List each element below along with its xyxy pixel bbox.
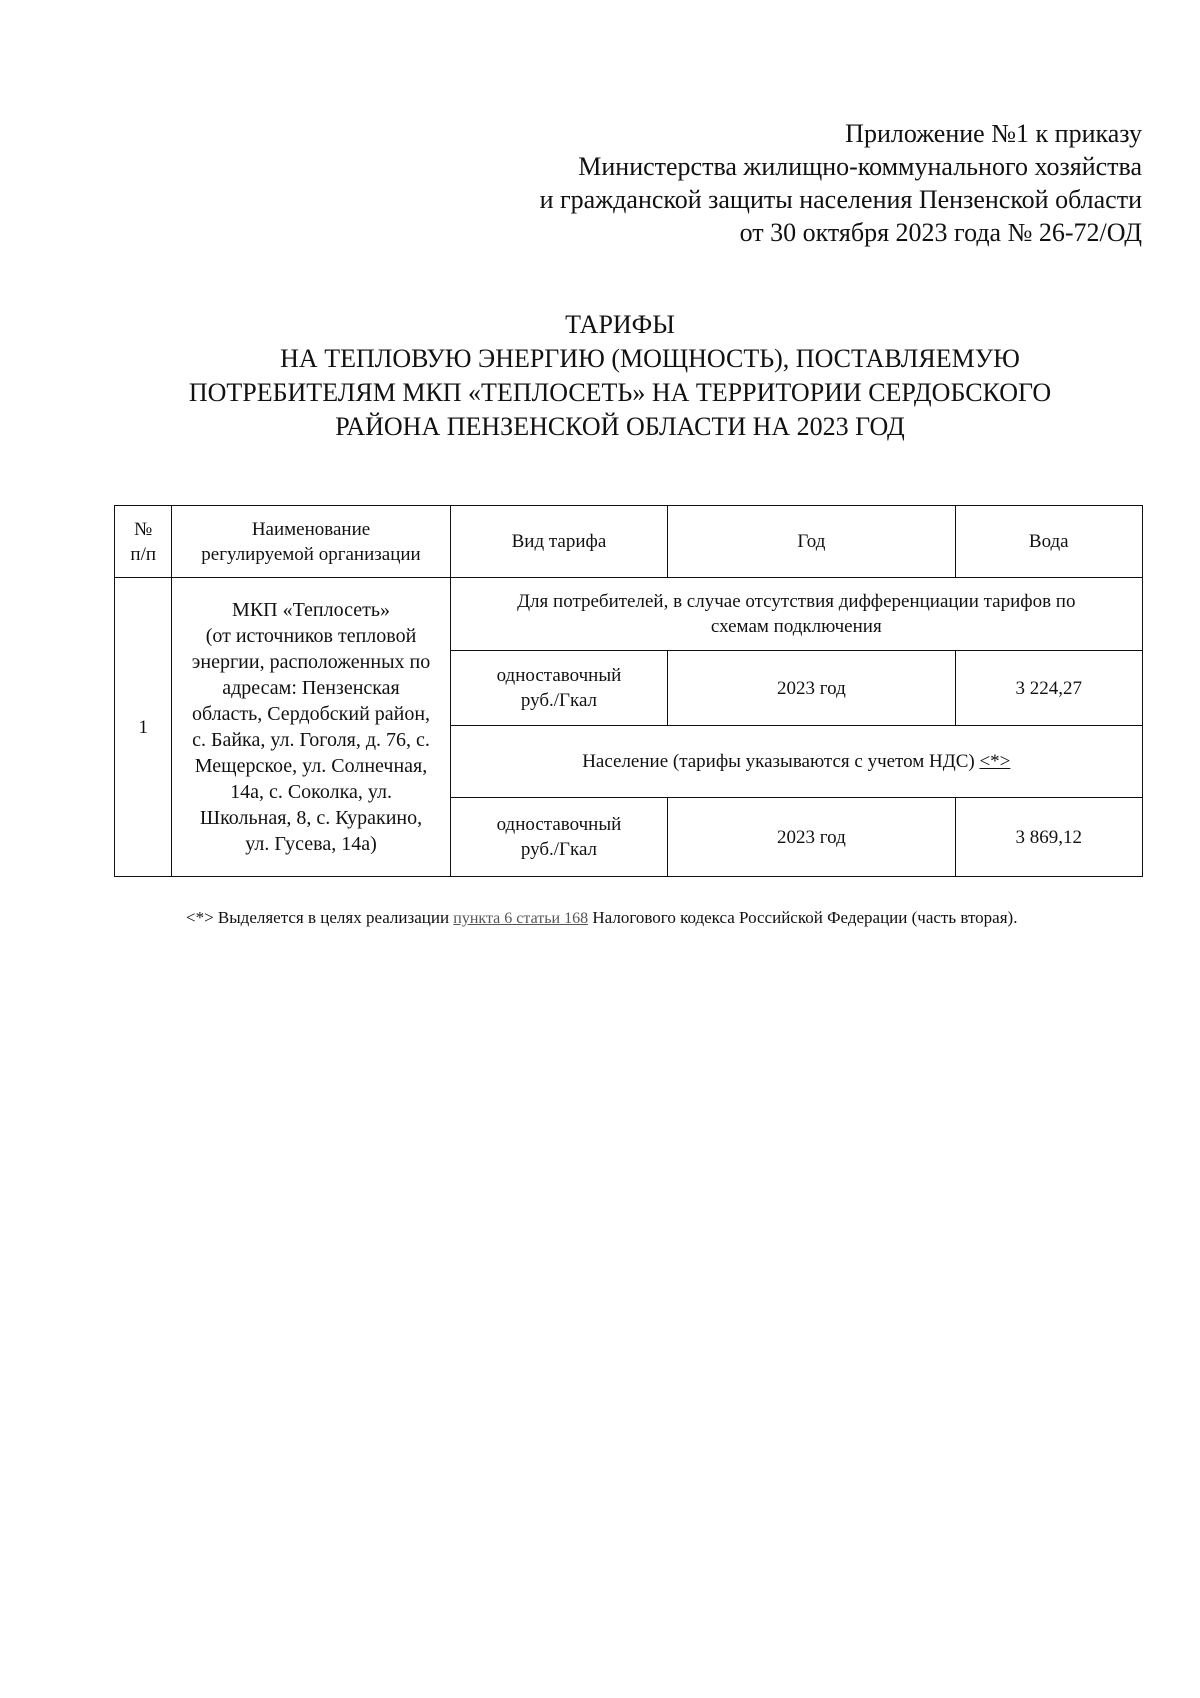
footnote-prefix: <*> Выделяется в целях реализации: [186, 908, 450, 927]
organization-line-9: Школьная, 8, с. Куракино,: [199, 807, 423, 829]
organization-line-1: МКП «Теплосеть»: [232, 599, 390, 621]
organization-line-8: 14а, с. Соколка, ул.: [230, 781, 392, 803]
header-tariff-kind: Вид тарифа: [450, 506, 668, 578]
appendix-line-2: Министерства жилищно-коммунального хозяйства: [578, 152, 1142, 181]
tariff-kind-cell: [450, 798, 668, 877]
year-cell: 2023 год: [668, 651, 955, 726]
header-number: [115, 506, 172, 578]
organization-line-6: с. Байка, ул. Гоголя, д. 76, с.: [192, 729, 430, 751]
tariff-table: [114, 505, 1143, 877]
vat-footnote-link[interactable]: <*>: [979, 751, 1011, 772]
table-row-section-consumers: [115, 578, 1143, 651]
tariff-kind-line-2: руб./Гкал: [520, 839, 598, 860]
header-year: Год: [668, 506, 955, 578]
title-line-3: ПОТРЕБИТЕЛЯМ МКП «ТЕПЛОСЕТЬ» НА ТЕРРИТОРИИ СЕРДОБСКОГО: [188, 378, 1052, 407]
section-consumers-line-1: Для потребителей, в случае отсутствия дифференциации тарифов по: [517, 591, 1076, 612]
header-organization-line-2: регулируемой организации: [201, 543, 421, 565]
header-number-line-2: п/п: [130, 543, 157, 565]
title-line-2: НА ТЕПЛОВУЮ ЭНЕРГИЮ (МОЩНОСТЬ), ПОСТАВЛЯЕМУЮ: [280, 344, 1020, 373]
tax-code-article-link[interactable]: пункта 6 статьи 168: [453, 910, 589, 927]
organization-line-7: Мещерское, ул. Солнечная,: [194, 755, 428, 777]
section-population-text: Население (тарифы указываются с учетом НДС): [582, 751, 975, 772]
appendix-line-1: Приложение №1 к приказу: [845, 119, 1142, 148]
header-organization-line-1: Наименование: [251, 518, 371, 540]
table-header: [115, 506, 1143, 578]
title-line-1: ТАРИФЫ: [565, 310, 675, 339]
tariff-kind-line-1: одноставочный: [496, 814, 622, 835]
organization-line-3: энергии, расположенных по: [191, 651, 431, 673]
document-title: [120, 308, 1120, 444]
table-header-row: [115, 506, 1143, 578]
organization-line-10: ул. Гусева, 14а): [245, 833, 377, 855]
appendix-line-4: от 30 октября 2023 года № 26-72/ОД: [739, 218, 1142, 247]
organization-line-5: область, Сердобский район,: [191, 703, 431, 725]
header-organization: [172, 506, 450, 578]
footnote: [114, 905, 1143, 931]
row-number-cell: 1: [115, 578, 172, 877]
organization-cell: [172, 578, 450, 877]
section-population-cell: [450, 726, 1142, 798]
section-consumers-cell: [450, 578, 1142, 651]
title-line-4: РАЙОНА ПЕНЗЕНСКОЙ ОБЛАСТИ НА 2023 ГОД: [335, 412, 905, 441]
water-value-cell: 3 869,12: [955, 798, 1142, 877]
table-body: [115, 578, 1143, 877]
year-cell: 2023 год: [668, 798, 955, 877]
organization-line-4: адресам: Пензенская: [222, 677, 400, 699]
appendix-reference: [382, 117, 1142, 249]
section-consumers-line-2: схемам подключения: [710, 616, 882, 637]
organization-line-2: (от источников тепловой: [205, 625, 417, 647]
appendix-line-3: и гражданской защиты населения Пензенской области: [539, 185, 1142, 214]
header-water: Вода: [955, 506, 1142, 578]
water-value-cell: 3 224,27: [955, 651, 1142, 726]
footnote-suffix: Налогового кодекса Российской Федерации (часть вторая).: [592, 908, 1018, 927]
tariff-kind-cell: [450, 651, 668, 726]
header-number-line-1: №: [134, 518, 153, 540]
tariff-kind-line-1: одноставочный: [496, 665, 622, 686]
tariff-kind-line-2: руб./Гкал: [520, 690, 598, 711]
